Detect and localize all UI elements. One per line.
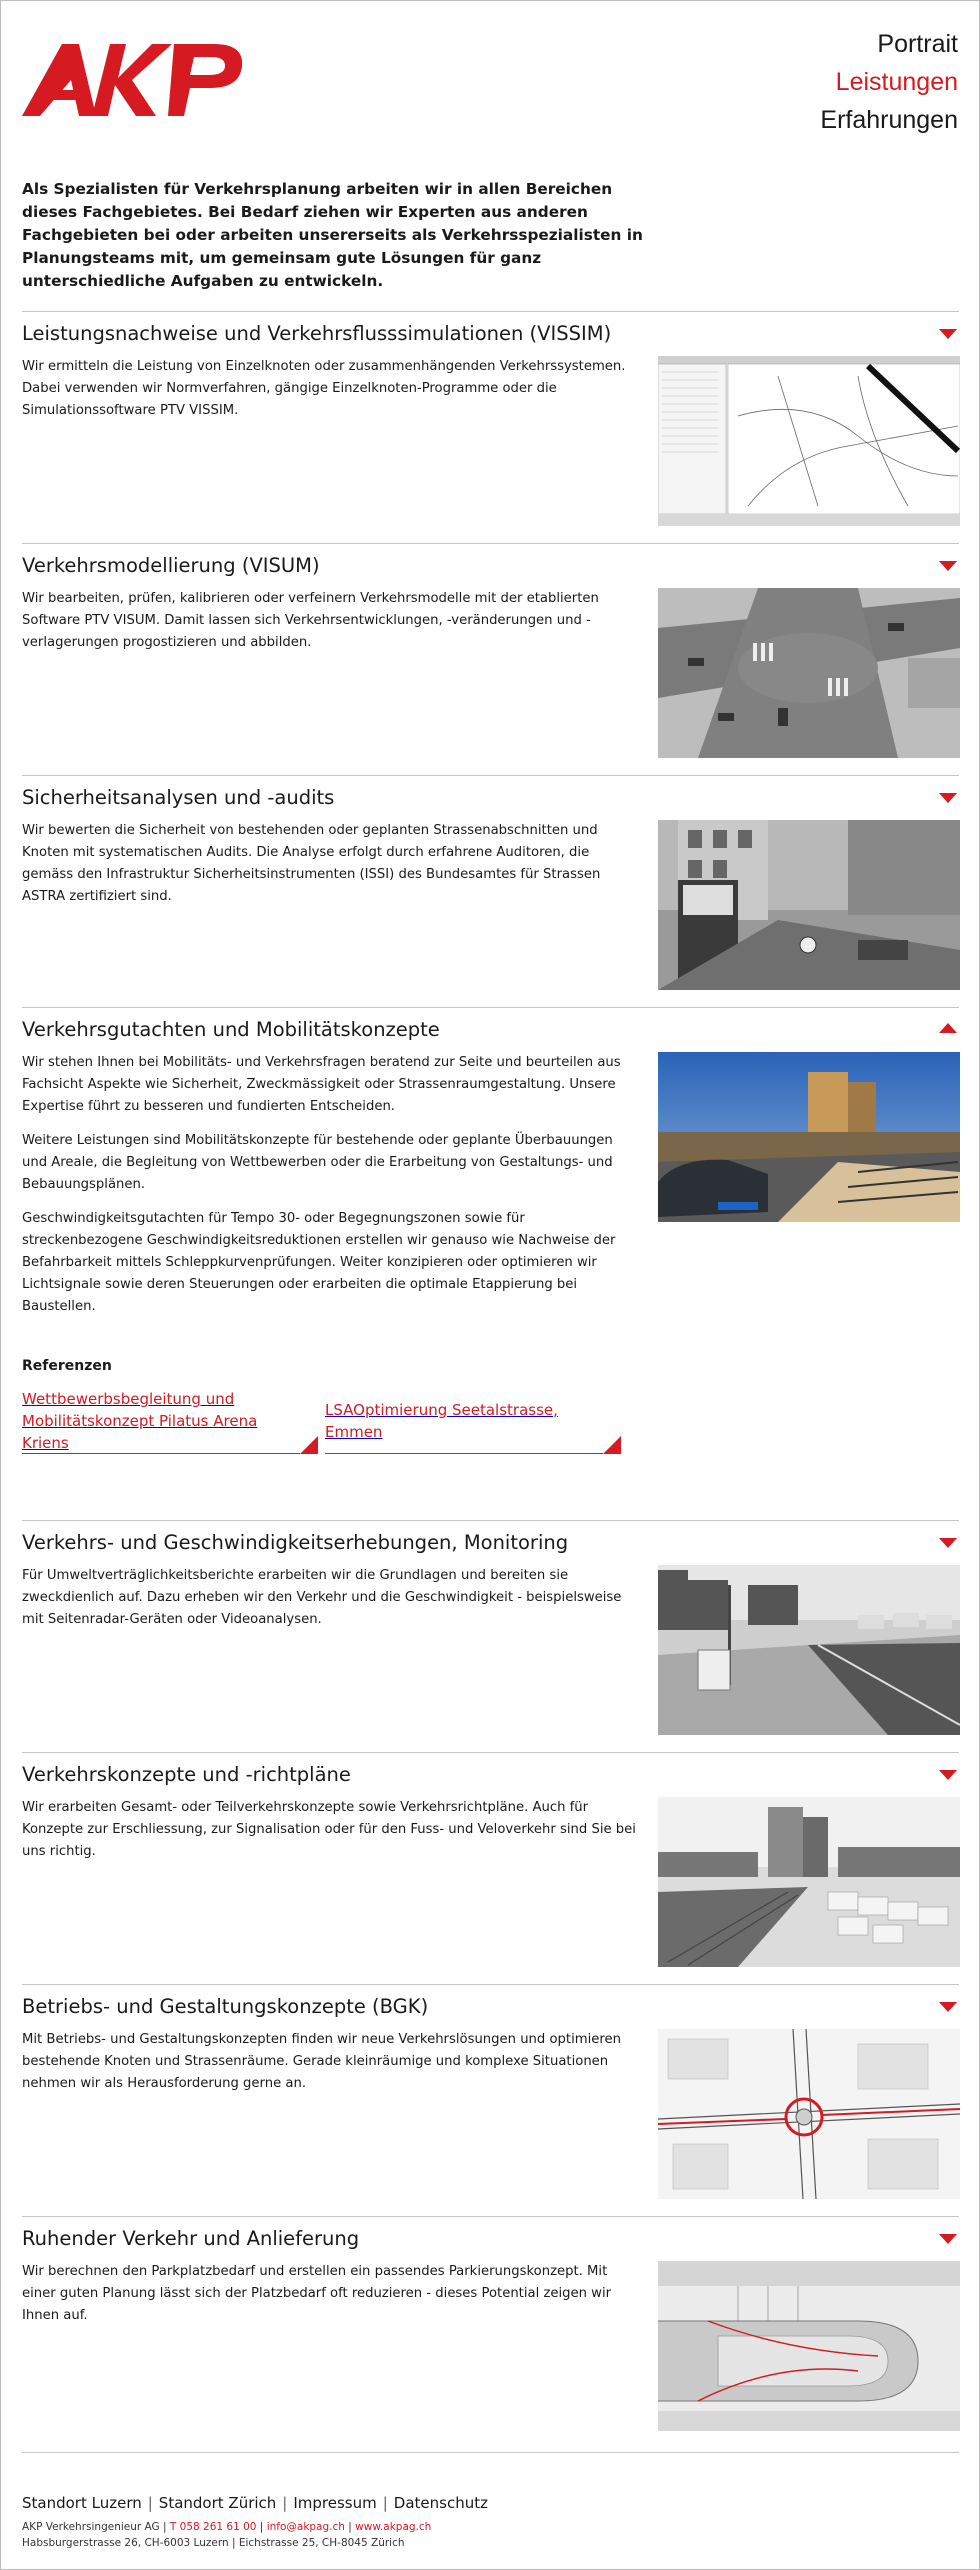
references-heading: Referenzen bbox=[22, 1358, 112, 1374]
section-title[interactable]: Sicherheitsanalysen und -audits bbox=[22, 786, 335, 809]
section-text bbox=[22, 820, 642, 920]
nav-erfahrungen[interactable]: Erfahrungen bbox=[820, 106, 958, 134]
section-text bbox=[22, 1565, 642, 1643]
section-text bbox=[22, 588, 642, 666]
footer-link-zuerich[interactable]: Standort Zürich bbox=[158, 2494, 277, 2512]
station-parking-image bbox=[658, 1052, 960, 1222]
section-vissim bbox=[22, 311, 959, 543]
section-text bbox=[22, 2261, 642, 2339]
section-paragraph: Wir berechnen den Parkplatzbedarf und erstellen ein passendes Parkierungskonzept. Mit einer guten Planung lässt sich der Platzbedarf oft reduzieren - dieses Potential zeigen wir Ihnen auf. bbox=[22, 2264, 612, 2323]
delivery-plan-image bbox=[658, 2261, 960, 2431]
section-paragraph: Mit Betriebs- und Gestaltungskonzepten finden wir neue Verkehrslösungen und optimieren bestehende Knoten und Strassenräume. Gerade kleinräumige und komplexe Situationen nehmen wir als Herausforderung gerne an. bbox=[22, 2032, 621, 2091]
section-paragraph: Wir bewerten die Sicherheit von bestehenden oder geplanten Strassenabschnitten und Knoten mit systematischen Audits. Die Analyse erfolgt durch erfahrene Auditoren, die gemäss den Infrastruktur Sicherheitsinstrumenten (ISSI) des Bundesamtes für Strassen ASTRA zertifiziert sind. bbox=[22, 823, 601, 904]
section-text bbox=[22, 1052, 642, 1330]
footer-link-impressum[interactable]: Impressum bbox=[293, 2494, 377, 2512]
section-paragraph: Wir erarbeiten Gesamt- oder Teilverkehrskonzepte sowie Verkehrsrichtpläne. Auch für Konzepte zur Erschliessung, zur Signalisation oder für den Fuss- und Veloverkehr sind Sie bei uns richtig. bbox=[22, 1800, 636, 1859]
section-visum bbox=[22, 543, 959, 775]
chevron-down-icon[interactable] bbox=[939, 329, 957, 339]
section-text bbox=[22, 1797, 642, 1875]
footer-links: Standort Luzern | Standort Zürich | Impressum | Datenschutz bbox=[22, 2494, 488, 2512]
section-title[interactable]: Verkehrsmodellierung (VISUM) bbox=[22, 554, 320, 577]
section-paragraph: Für Umweltverträglichkeitsberichte erarbeiten wir die Grundlagen und bereiten sie zweckdienlich auf. Dazu erheben wir den Verkehr und die Geschwindigkeit - beispielsweise mit Seitenradar-Geräten oder Videoanalysen. bbox=[22, 1568, 622, 1627]
section-title[interactable]: Verkehrs- und Geschwindigkeitserhebungen, Monitoring bbox=[22, 1531, 569, 1554]
company-email[interactable]: info@akpag.ch bbox=[266, 2521, 345, 2533]
section-text bbox=[22, 2029, 642, 2107]
akp-logo[interactable] bbox=[22, 40, 247, 118]
section-bgk bbox=[22, 1984, 959, 2216]
chevron-down-icon[interactable] bbox=[939, 2002, 957, 2012]
nav-leistungen[interactable]: Leistungen bbox=[835, 68, 958, 96]
intersection-model-image bbox=[658, 588, 960, 758]
company-addresses: Habsburgerstrasse 26, CH-6003 Luzern | Eichstrasse 25, CH-8045 Zürich bbox=[22, 2537, 405, 2549]
section-paragraph: Wir bearbeiten, prüfen, kalibrieren oder verfeinern Verkehrsmodelle mit der etablierten Software PTV VISUM. Damit lassen sich Verkehrsentwicklungen, -veränderungen und -verlagerungen progostizieren und abbilden. bbox=[22, 591, 599, 650]
town-vans-image bbox=[658, 1797, 960, 1967]
reference-label: LSAOptimierung Seetalstrasse, Emmen bbox=[325, 1401, 558, 1441]
reference-card-pilatus-arena[interactable] bbox=[22, 1388, 300, 1454]
section-paragraph: Geschwindigkeitsgutachten für Tempo 30- oder Begegnungszonen sowie für streckenbezogene Geschwindigkeitsreduktionen erstellen wir genauso wie Nachweise der Befahrbarkeit mittels Schleppkurvenprüfungen. Weiter konzipieren oder optimieren wir Lichtsignale sowie deren Steuerungen oder erarbeiten die optimale Etappierung bei Baustellen. bbox=[22, 1211, 616, 1314]
section-title[interactable]: Ruhender Verkehr und Anlieferung bbox=[22, 2227, 360, 2250]
section-paragraph: Wir ermitteln die Leistung von Einzelknoten oder zusammenhängenden Verkehrssystemen. Dabei verwenden wir Normverfahren, gängige Einzelknoten-Programme oder die Simulationssoftware PTV VISSIM. bbox=[22, 359, 626, 418]
reference-label: Wettbewerbsbegleitung und Mobilitätskonzept Pilatus Arena Kriens bbox=[22, 1390, 258, 1452]
section-traffic-concepts bbox=[22, 1752, 959, 1984]
section-paragraph: Weitere Leistungen sind Mobilitätskonzepte für bestehende oder geplante Überbauungen und Areale, die Begleitung von Wettbewerben oder die Erarbeitung von Gestaltungs- und Bebauungsplänen. bbox=[22, 1133, 613, 1192]
section-mobility-concepts bbox=[22, 1007, 959, 1520]
section-safety-audits bbox=[22, 775, 959, 1007]
section-parking-delivery bbox=[22, 2216, 959, 2452]
reference-card-seetalstrasse[interactable] bbox=[325, 1388, 603, 1454]
section-title[interactable]: Betriebs- und Gestaltungskonzepte (BGK) bbox=[22, 1995, 429, 2018]
corner-arrow-icon bbox=[300, 1436, 318, 1454]
corner-arrow-icon bbox=[603, 1436, 621, 1454]
intro-text: Als Spezialisten für Verkehrsplanung arbeiten wir in allen Bereichen dieses Fachgebietes. Bei Bedarf ziehen wir Experten aus anderen Fachgebieten bei oder arbeiten unsererseits als Verkehrsspezialisten in Planungsteams mit, um gemeinsam gute Lösungen für ganz unterschiedliche Aufgaben zu entwickeln. bbox=[22, 180, 643, 290]
street-truck-image bbox=[658, 820, 960, 990]
footer-link-datenschutz[interactable]: Datenschutz bbox=[393, 2494, 488, 2512]
footer-link-luzern[interactable]: Standort Luzern bbox=[22, 2494, 142, 2512]
chevron-down-icon[interactable] bbox=[939, 1770, 957, 1780]
chevron-down-icon[interactable] bbox=[939, 2234, 957, 2244]
roundabout-plan-image bbox=[658, 2029, 960, 2199]
section-title[interactable]: Verkehrsgutachten und Mobilitätskonzepte bbox=[22, 1018, 440, 1041]
footer-company-info: AKP Verkehrsingenieur AG | T 058 261 61 00 | info@akpag.ch | www.akpag.ch Habsburgerstrasse 26, CH-6003 Luzern | Eichstrasse 25, CH-8045 Zürich bbox=[22, 2521, 432, 2549]
chevron-down-icon[interactable] bbox=[939, 561, 957, 571]
vissim-screenshot-image bbox=[658, 356, 960, 526]
chevron-up-icon[interactable] bbox=[939, 1023, 957, 1033]
section-title[interactable]: Verkehrskonzepte und -richtpläne bbox=[22, 1763, 351, 1786]
section-title[interactable]: Leistungsnachweise und Verkehrsflusssimulationen (VISSIM) bbox=[22, 322, 612, 345]
radar-device-image bbox=[658, 1565, 960, 1735]
company-website[interactable]: www.akpag.ch bbox=[355, 2521, 432, 2533]
company-phone[interactable]: T 058 261 61 00 bbox=[169, 2521, 257, 2533]
chevron-down-icon[interactable] bbox=[939, 793, 957, 803]
section-paragraph: Wir stehen Ihnen bei Mobilitäts- und Verkehrsfragen beratend zur Seite und beurteilen aus Fachsicht Aspekte wie Sicherheit, Zweckmässigkeit oder Strassenraumgestaltung. Unsere Expertise führt zu besseren und fundierten Entscheiden. bbox=[22, 1055, 621, 1114]
footer-divider bbox=[22, 2452, 959, 2453]
section-text bbox=[22, 356, 642, 434]
section-monitoring bbox=[22, 1520, 959, 1752]
nav-portrait[interactable]: Portrait bbox=[877, 30, 958, 58]
main-nav bbox=[820, 25, 958, 139]
chevron-down-icon[interactable] bbox=[939, 1538, 957, 1548]
company-name: AKP Verkehrsingenieur AG bbox=[22, 2521, 160, 2533]
